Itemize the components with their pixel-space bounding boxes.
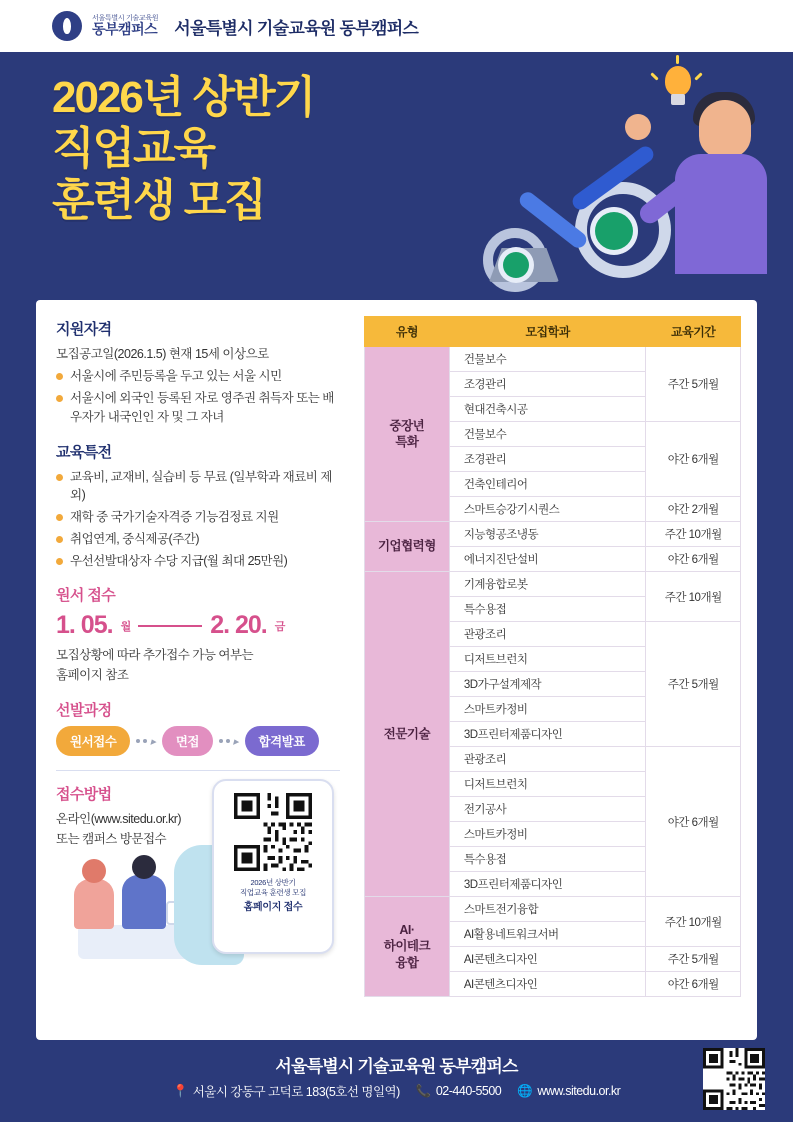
table-row <box>365 897 741 922</box>
table-cell-subject: 스마트카정비 <box>449 822 646 847</box>
application-title: 원서 접수 <box>56 587 116 605</box>
table-cell-period: 야간 6개월 <box>646 747 741 897</box>
table-cell-subject: 조경관리 <box>449 372 646 397</box>
globe-icon: 🌐 <box>517 1083 533 1098</box>
table-row <box>365 347 741 372</box>
table-cell-subject: 스마트승강기시퀀스 <box>449 497 646 522</box>
header-bar <box>0 0 793 52</box>
table-body <box>365 347 741 997</box>
table-row <box>365 522 741 547</box>
step-connector-2: ▸ <box>219 735 239 748</box>
step-interview: 면접 <box>162 726 213 756</box>
footer-phone: 02-440-5500 <box>435 1084 502 1098</box>
step-result: 합격발표 <box>245 726 319 756</box>
table-cell-type: AI· 하이테크 융합 <box>365 897 450 997</box>
table-cell-subject: 특수용접 <box>449 847 646 872</box>
left-divider <box>56 770 340 771</box>
table-cell-subject: 스마트카정비 <box>449 697 646 722</box>
process-steps <box>56 726 340 756</box>
method-line-2: 또는 캠퍼스 방문접수 <box>56 831 167 846</box>
step-connector-1: ▸ <box>136 735 156 748</box>
table-cell-subject: 건물보수 <box>449 347 646 372</box>
table-cell-subject: 3D가구설계제작 <box>449 672 646 697</box>
table-cell-period: 야간 6개월 <box>646 547 741 572</box>
process-title: 선발과정 <box>56 702 112 720</box>
person-hand <box>625 114 651 140</box>
method-line-1: 온라인(www.sitedu.or.kr) <box>56 812 182 827</box>
list-item: 교육비, 교재비, 실습비 등 무료 (일부학과 재료비 제외) <box>56 468 340 506</box>
table-cell-subject: 특수용접 <box>449 597 646 622</box>
table-cell-subject: 관광조리 <box>449 622 646 647</box>
method-block <box>56 783 340 963</box>
table-cell-type: 기업협력형 <box>365 522 450 572</box>
logo-text <box>92 15 158 37</box>
list-item: 우선선발대상자 수당 지급(월 최대 25만원) <box>56 552 340 571</box>
page-title: 서울특별시 기술교육원 동부캠퍼스 <box>174 18 419 38</box>
bulb-glass <box>665 66 691 96</box>
right-column <box>356 300 757 1040</box>
list-item: 재학 중 국가기술자격증 기능검정료 지원 <box>56 508 340 527</box>
gear-green-large-icon <box>595 212 633 250</box>
table-cell-period: 주간 5개월 <box>646 622 741 747</box>
logo-subtitle: 서울특별시 기술교육원 <box>92 14 159 22</box>
eligibility-block <box>56 318 340 427</box>
application-dates <box>56 611 340 640</box>
list-item: 서울시에 주민등록을 두고 있는 서울 시민 <box>56 367 340 386</box>
program-table <box>364 316 741 997</box>
bulb-ray-left <box>650 72 658 80</box>
hero-line-3: 훈련생 모집 <box>52 175 265 225</box>
table-cell-period: 주간 10개월 <box>646 897 741 947</box>
footer-title: 서울특별시 기술교육원 동부캠퍼스 <box>275 1057 518 1076</box>
footer-website-item[interactable] <box>517 1084 620 1099</box>
phone-icon: 📞 <box>415 1083 431 1098</box>
table-cell-subject: 에너지진단설비 <box>449 547 646 572</box>
table-cell-period: 주간 5개월 <box>646 947 741 972</box>
col-header-subject: 모집학과 <box>449 317 646 347</box>
table-cell-subject: 전기공사 <box>449 797 646 822</box>
logo-title: 동부캠퍼스 <box>92 21 158 38</box>
footer-contact <box>0 1082 793 1100</box>
eligibility-title: 지원자격 <box>56 321 112 338</box>
table-cell-subject: 3D프린터제품디자인 <box>449 872 646 897</box>
table-cell-type: 중장년 특화 <box>365 347 450 522</box>
table-cell-period: 주간 5개월 <box>646 347 741 422</box>
step-apply: 원서접수 <box>56 726 130 756</box>
table-cell-period: 주간 10개월 <box>646 572 741 622</box>
table-cell-subject: 디저트브런치 <box>449 772 646 797</box>
footer-address-item <box>173 1082 400 1100</box>
application-block <box>56 584 340 685</box>
table-cell-subject: 기계융합로봇 <box>449 572 646 597</box>
list-item: 취업연계, 중식제공(주간) <box>56 530 340 549</box>
person-right-body <box>122 875 166 929</box>
col-header-type: 유형 <box>365 317 450 347</box>
hero-heading <box>52 72 314 226</box>
hero-line-2: 직업교육 <box>52 124 215 174</box>
gear-green-small-icon <box>503 252 529 278</box>
process-block <box>56 699 340 756</box>
table-cell-subject: 건축인테리어 <box>449 472 646 497</box>
date-dash <box>138 625 202 627</box>
table-cell-subject: 건물보수 <box>449 422 646 447</box>
qr-code-homepage-icon[interactable] <box>234 793 312 871</box>
table-cell-subject: 조경관리 <box>449 447 646 472</box>
table-cell-period: 주간 10개월 <box>646 522 741 547</box>
benefits-list <box>56 468 340 571</box>
table-cell-subject: AI콘텐츠디자인 <box>449 972 646 997</box>
left-column <box>36 300 356 1040</box>
table-cell-subject: 스마트전기융합 <box>449 897 646 922</box>
table-row <box>365 572 741 597</box>
table-cell-subject: 3D프린터제품디자인 <box>449 722 646 747</box>
qr-code-footer-icon[interactable] <box>703 1048 765 1110</box>
list-item: 서울시에 외국인 등록된 자로 영주권 취득자 또는 배우자가 내국인인 자 및 그 자녀 <box>56 389 340 427</box>
method-title: 접수방법 <box>56 786 112 804</box>
person-head <box>699 100 751 158</box>
hero-section <box>0 52 793 297</box>
qr-card[interactable] <box>212 779 334 954</box>
footer-website[interactable]: www.sitedu.or.kr <box>537 1084 621 1098</box>
person-left-head <box>82 859 106 883</box>
campus-logo-icon <box>52 11 82 41</box>
eligibility-lead: 모집공고일(2026.1.5) 현재 15세 이상으로 <box>56 347 269 361</box>
table-cell-subject: AI콘텐츠디자인 <box>449 947 646 972</box>
table-cell-subject: 현대건축시공 <box>449 397 646 422</box>
bulb-ray-top <box>676 55 679 64</box>
location-pin-icon: 📍 <box>172 1083 188 1098</box>
qr-caption <box>240 878 306 915</box>
hero-illustration <box>443 62 773 292</box>
table-cell-subject: 디저트브런치 <box>449 647 646 672</box>
qr-caption-bold: 홈페이지 접수 <box>243 902 303 914</box>
col-header-period: 교육기간 <box>646 317 741 347</box>
bulb-base <box>671 94 685 105</box>
application-note-2: 홈페이지 참조 <box>56 667 129 682</box>
footer-phone-item <box>416 1084 501 1099</box>
qr-caption-top: 2026년 상반기 <box>250 878 296 888</box>
table-cell-subject: 지능형공조냉동 <box>449 522 646 547</box>
person-left-body <box>74 879 114 929</box>
eligibility-list <box>56 367 340 426</box>
application-end-date: 2. 20. <box>210 611 267 640</box>
lightbulb-icon <box>661 66 695 112</box>
application-start-day: 월 <box>120 620 131 633</box>
application-note-1: 모집상황에 따라 추가접수 가능 여부는 <box>56 648 254 663</box>
application-start-date: 1. 05. <box>56 611 113 640</box>
table-cell-subject: AI활용네트워크서버 <box>449 922 646 947</box>
table-cell-period: 야간 6개월 <box>646 972 741 997</box>
benefits-block <box>56 441 340 571</box>
table-cell-period: 야간 6개월 <box>646 422 741 497</box>
benefits-title: 교육특전 <box>56 443 112 461</box>
bulb-ray-right <box>694 72 702 80</box>
table-header-row <box>365 317 741 347</box>
main-panel <box>36 300 757 1040</box>
table-cell-subject: 관광조리 <box>449 747 646 772</box>
hero-line-1: 2026년 상반기 <box>52 73 315 122</box>
footer <box>0 1040 793 1122</box>
person-right-head <box>132 855 156 879</box>
footer-address: 서울시 강동구 고덕로 183(5호선 명일역) <box>192 1085 400 1099</box>
table-cell-type: 전문기술 <box>365 572 450 897</box>
table-cell-period: 야간 2개월 <box>646 497 741 522</box>
application-end-day: 금 <box>274 620 285 633</box>
qr-caption-mid: 직업교육 훈련생 모집 <box>239 888 307 898</box>
